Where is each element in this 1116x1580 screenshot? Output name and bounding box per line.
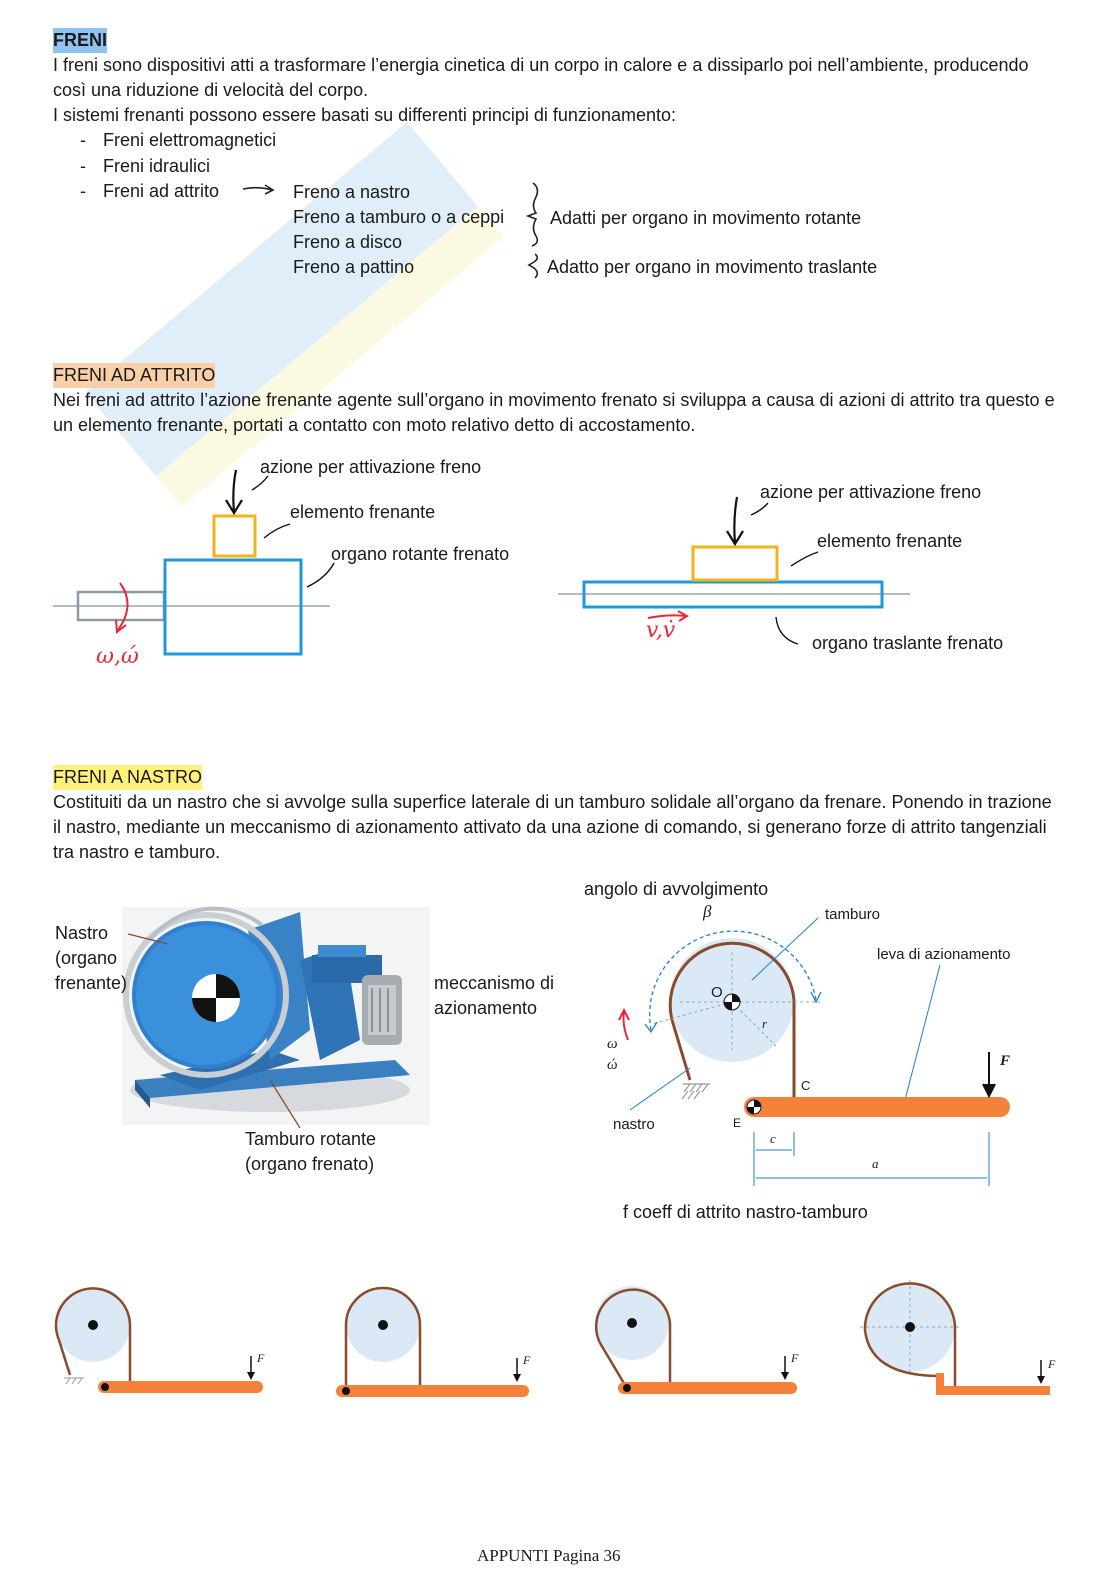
friction-note: f coeff di attrito nastro-tamburo — [623, 1202, 868, 1222]
band-label: (organo — [55, 948, 118, 968]
friction-type: Freno a disco — [293, 232, 403, 252]
activation-label: azione per attivazione freno — [260, 457, 482, 477]
list-bullet: - — [80, 181, 86, 201]
dim-a-label: a — [872, 1156, 879, 1171]
drum-label: Tamburo rotante — [245, 1129, 377, 1149]
omega-label: ω — [607, 1036, 618, 1052]
element-label: elemento frenante — [290, 502, 436, 522]
variant-force-label: F — [1048, 1357, 1056, 1371]
point-e-label: E — [733, 1116, 742, 1130]
element-label: elemento frenante — [817, 531, 963, 551]
mechanism-label: azionamento — [434, 998, 538, 1018]
activation-label: azione per attivazione freno — [760, 482, 982, 502]
translating-note: Adatto per organo in movimento traslante — [547, 257, 878, 277]
band-label: Nastro — [55, 923, 109, 943]
omega-dot-label: ώ — [607, 1057, 618, 1073]
rotating-note: Adatti per organo in movimento rotante — [550, 208, 862, 228]
variant-4 — [860, 1280, 1050, 1395]
variant-force-label: F — [523, 1353, 531, 1367]
list-item: Freni idraulici — [103, 156, 211, 176]
list-item: Freni ad attrito — [103, 181, 220, 201]
beta-label: β — [703, 902, 712, 921]
freni-intro: I freni sono dispositivi atti a trasformare l’energia cinetica di un corpo in calore e a dissiparlo poi nell’ambiente, producendo così una riduzione di velocità del corpo. — [53, 55, 1029, 100]
organ-label: organo traslante frenato — [812, 633, 1004, 653]
drum-schema-label: tamburo — [825, 906, 881, 923]
wrap-angle-label: angolo di avvolgimento — [584, 879, 769, 899]
list-item: Freni elettromagnetici — [103, 130, 277, 150]
drum-label: (organo frenato) — [245, 1154, 375, 1174]
motion-label: ω,ώ — [96, 644, 139, 669]
dim-c-label: c — [770, 1131, 776, 1146]
freni-principles-intro: I sistemi frenanti possono essere basati su differenti principi di funzionamento: — [53, 105, 677, 125]
variant-2 — [336, 1288, 529, 1397]
center-label: O — [711, 984, 723, 1001]
nastro-text: Costituiti da un nastro che si avvolge sulla superfice laterale di un tamburo solidale all’organo da frenare. Ponendo in trazione il nastro, mediante un meccanismo di azionamento attivato da una azione di comando, si generano forze di attrito tangenziali tra nastro e tamburo. — [53, 792, 1052, 862]
motion-label: v,v̇ — [646, 618, 676, 643]
organ-label: organo rotante frenato — [331, 544, 510, 564]
friction-type: Freno a nastro — [293, 182, 411, 202]
point-c-label: C — [801, 1078, 811, 1093]
band-schema-label: nastro — [613, 1116, 655, 1133]
variant-3 — [595, 1286, 797, 1394]
variant-force-label: F — [791, 1351, 799, 1365]
section-heading-freni: FRENI — [53, 28, 107, 53]
page-footer: APPUNTI Pagina 36 — [477, 1546, 621, 1565]
band-label: frenante) — [55, 973, 128, 993]
section-heading-nastro: FRENI A NASTRO — [53, 765, 202, 790]
friction-type: Freno a pattino — [293, 257, 415, 277]
attrito-text: Nei freni ad attrito l’azione frenante agente sull’organo in movimento frenato si sviluppa a causa di azioni di attrito tra questo e un elemento frenante, portati a contatto con moto relativo detto di accostamento. — [53, 390, 1055, 435]
variant-1 — [56, 1288, 263, 1393]
lever-label: leva di azionamento — [877, 946, 1011, 963]
list-bullet: - — [80, 130, 86, 150]
friction-type: Freno a tamburo o a ceppi — [293, 207, 505, 227]
radius-label: r — [762, 1016, 768, 1031]
mechanism-label: meccanismo di — [434, 973, 555, 993]
section-heading-attrito: FRENI AD ATTRITO — [53, 363, 215, 388]
force-label: F — [1000, 1053, 1011, 1069]
variant-force-label: F — [257, 1351, 265, 1365]
list-bullet: - — [80, 156, 86, 176]
